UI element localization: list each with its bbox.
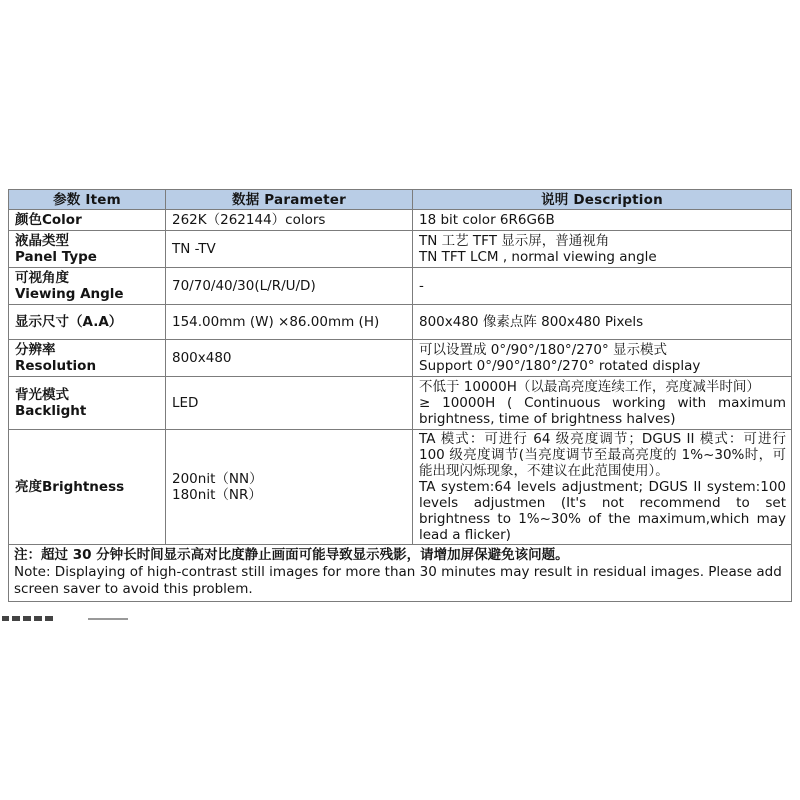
desc-cell (413, 210, 792, 231)
item-label-en: Panel Type (15, 249, 97, 265)
param-value: TN -TV (172, 241, 216, 257)
param-cell (166, 430, 413, 545)
table-row-panel-type (9, 231, 792, 268)
item-label-cn: 液晶类型 (15, 233, 69, 249)
note-text-cn: 注：超过 30 分钟长时间显示高对比度静止画面可能导致显示残影，请增加屏保避免该问题。 (14, 547, 569, 563)
desc-cell (413, 340, 792, 377)
desc-line-cn: 可以设置成 0°/90°/180°/270° 显示模式 (419, 342, 668, 358)
header-description: 说明 Description (413, 190, 792, 210)
param-value: 800x480 (172, 350, 232, 366)
desc-cell (413, 231, 792, 268)
desc-line-en: TN TFT LCM , normal viewing angle (419, 249, 657, 265)
table-row-backlight (9, 377, 792, 430)
item-label-en: Resolution (15, 358, 97, 374)
param-value: LED (172, 395, 199, 411)
param-value: 154.00mm (W) ×86.00mm (H) (172, 314, 380, 330)
item-label-en: Backlight (15, 403, 87, 419)
note-cell (9, 545, 792, 602)
item-label: 显示尺寸（A.A） (15, 314, 123, 330)
item-cell (9, 210, 166, 231)
item-label-cn: 背光模式 (15, 387, 69, 403)
param-cell (166, 340, 413, 377)
table-row-resolution (9, 340, 792, 377)
item-cell (9, 340, 166, 377)
table-row-active-area (9, 305, 792, 340)
desc-cell (413, 377, 792, 430)
cropped-text-glyphs (0, 614, 180, 621)
table-row-note (9, 545, 792, 602)
item-cell (9, 305, 166, 340)
desc-line-en: ≥ 10000H ( Continuous working with maximum brightness, time of brightness halves) (419, 395, 786, 427)
desc-cell (413, 430, 792, 545)
header-item: 参数 Item (9, 190, 166, 210)
param-value-nn: 200nit（NN） (172, 471, 263, 487)
spec-table (8, 189, 792, 602)
item-label-cn: 颜色 (15, 212, 42, 228)
desc-line-en: Support 0°/90°/180°/270° rotated display (419, 358, 701, 374)
item-cell (9, 268, 166, 305)
note-text-en: Note: Displaying of high-contrast still images for more than 30 minutes may result in residual images. Please add screen saver to avoid this problem. (14, 564, 782, 597)
param-cell (166, 305, 413, 340)
header-parameter: 数据 Parameter (166, 190, 413, 210)
param-value: 70/70/40/30(L/R/U/D) (172, 278, 316, 294)
item-label-en: Color (42, 212, 82, 228)
desc-cell (413, 305, 792, 340)
table-row-viewing-angle (9, 268, 792, 305)
item-label-cn: 可视角度 (15, 270, 69, 286)
desc-line-cn: 不低于 10000H（以最高亮度连续工作，亮度减半时间） (419, 379, 760, 395)
cropped-text-fragment (0, 613, 180, 621)
param-cell (166, 231, 413, 268)
table-row-color (9, 210, 792, 231)
item-cell (9, 231, 166, 268)
desc-line-cn: TN 工艺 TFT 显示屏，普通视角 (419, 233, 610, 249)
param-value-nr: 180nit（NR） (172, 487, 262, 503)
desc-text: - (419, 278, 424, 294)
param-cell (166, 268, 413, 305)
item-label-cn: 亮度 (15, 479, 42, 495)
desc-text-en: TA system:64 levels adjustment; DGUS II system:100 levels adjustmen (It's not recommend to set brightness to 1%~30% of the maximum,which may lead a flicker) (419, 479, 786, 543)
desc-text: 18 bit color 6R6G6B (419, 212, 555, 228)
item-label-en: Viewing Angle (15, 286, 124, 302)
desc-cell (413, 268, 792, 305)
table-header-row (9, 190, 792, 210)
desc-text: 800x480 像素点阵 800x480 Pixels (419, 314, 644, 330)
param-cell (166, 377, 413, 430)
item-cell (9, 377, 166, 430)
desc-text-cn: TA 模式：可进行 64 级亮度调节；DGUS II 模式：可进行 100 级亮度调节(当亮度调节至最高亮度的 1%~30%时，可能出现闪烁现象，不建议在此范围使用）。 (419, 431, 786, 479)
param-value: 262K（262144）colors (172, 212, 326, 228)
param-cell (166, 210, 413, 231)
item-cell (9, 430, 166, 545)
table-row-brightness (9, 430, 792, 545)
item-label-cn: 分辨率 (15, 342, 56, 358)
item-label-en: Brightness (42, 479, 125, 495)
